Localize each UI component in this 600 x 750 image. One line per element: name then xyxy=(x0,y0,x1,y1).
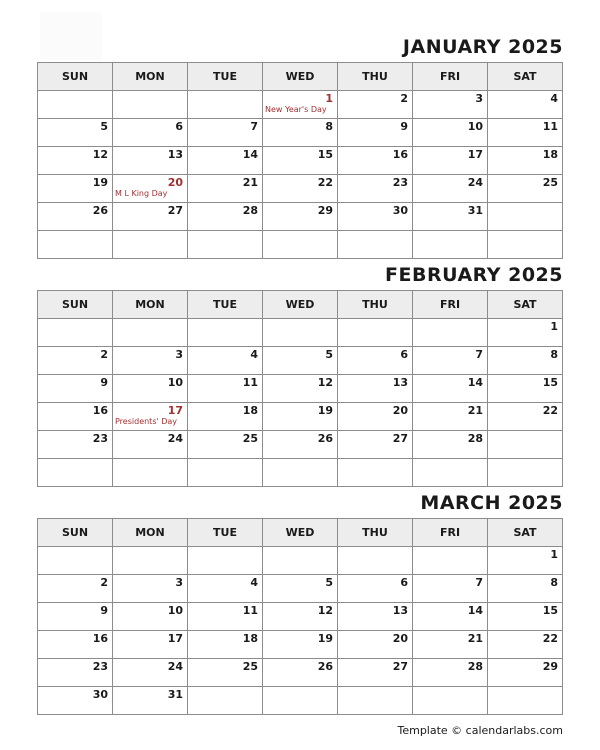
day-cell xyxy=(263,659,338,687)
calendar-table-february xyxy=(37,290,563,487)
day-number: 26 xyxy=(317,432,333,445)
empty-day-cell xyxy=(38,319,113,347)
day-cell xyxy=(263,431,338,459)
day-number: 16 xyxy=(92,632,108,645)
day-number: 23 xyxy=(392,176,408,189)
day-cell xyxy=(488,547,563,575)
day-number: 27 xyxy=(392,660,408,673)
day-cell xyxy=(338,575,413,603)
day-number: 8 xyxy=(550,348,558,361)
day-cell xyxy=(413,119,488,147)
day-number: 26 xyxy=(92,204,108,217)
day-cell xyxy=(188,603,263,631)
day-cell xyxy=(488,147,563,175)
day-number: 3 xyxy=(175,348,183,361)
day-number: 26 xyxy=(317,660,333,673)
day-cell xyxy=(413,403,488,431)
day-number: 11 xyxy=(242,376,258,389)
day-number: 12 xyxy=(317,604,333,617)
day-number: 2 xyxy=(100,348,108,361)
day-cell xyxy=(263,175,338,203)
day-cell xyxy=(488,347,563,375)
week-row xyxy=(38,575,563,603)
day-cell xyxy=(263,347,338,375)
day-cell xyxy=(488,119,563,147)
day-number: 14 xyxy=(467,604,483,617)
day-number: 25 xyxy=(242,660,258,673)
day-number: 8 xyxy=(325,120,333,133)
day-number: 7 xyxy=(475,576,483,589)
day-number: 24 xyxy=(467,176,483,189)
holiday-label: Presidents' Day xyxy=(115,417,178,426)
day-number: 2 xyxy=(400,92,408,105)
day-number: 18 xyxy=(542,148,558,161)
day-number: 28 xyxy=(467,432,483,445)
day-number: 3 xyxy=(475,92,483,105)
empty-day-cell xyxy=(188,687,263,715)
empty-day-cell xyxy=(488,203,563,231)
day-number: 21 xyxy=(467,404,483,417)
empty-day-cell xyxy=(188,91,263,119)
day-cell xyxy=(488,603,563,631)
weekday-header: THU xyxy=(338,291,413,319)
calendar-table-march xyxy=(37,518,563,715)
day-cell xyxy=(263,603,338,631)
day-cell xyxy=(488,375,563,403)
day-cell xyxy=(38,631,113,659)
empty-day-cell xyxy=(488,687,563,715)
week-row xyxy=(38,403,563,431)
empty-day-cell xyxy=(338,319,413,347)
month-title-march: MARCH 2025 xyxy=(420,492,563,514)
day-number: 4 xyxy=(250,576,258,589)
day-number: 6 xyxy=(175,120,183,133)
day-number: 27 xyxy=(167,204,183,217)
weekday-header-row xyxy=(38,291,563,319)
empty-day-cell xyxy=(338,459,413,487)
day-cell xyxy=(113,347,188,375)
empty-day-cell xyxy=(263,547,338,575)
empty-day-cell xyxy=(488,431,563,459)
day-cell xyxy=(413,91,488,119)
empty-day-cell xyxy=(338,231,413,259)
weekday-header: FRI xyxy=(413,291,488,319)
day-number: 13 xyxy=(392,376,408,389)
day-number: 9 xyxy=(400,120,408,133)
weekday-header: SUN xyxy=(38,63,113,91)
day-number: 25 xyxy=(242,432,258,445)
holiday-label: New Year's Day xyxy=(265,105,327,114)
empty-day-cell xyxy=(38,91,113,119)
day-number: 18 xyxy=(242,404,258,417)
month-title-february: FEBRUARY 2025 xyxy=(385,264,563,286)
day-number: 4 xyxy=(550,92,558,105)
weekday-header: TUE xyxy=(188,519,263,547)
day-number: 13 xyxy=(392,604,408,617)
day-number: 1 xyxy=(325,92,333,105)
empty-day-cell xyxy=(113,547,188,575)
day-cell xyxy=(113,687,188,715)
day-number: 5 xyxy=(325,348,333,361)
week-row xyxy=(38,659,563,687)
day-cell xyxy=(38,431,113,459)
empty-day-cell xyxy=(38,231,113,259)
day-cell xyxy=(338,175,413,203)
day-number: 15 xyxy=(542,376,558,389)
day-cell xyxy=(413,603,488,631)
day-number: 15 xyxy=(542,604,558,617)
day-cell xyxy=(38,175,113,203)
day-number: 4 xyxy=(250,348,258,361)
day-cell xyxy=(338,147,413,175)
day-cell xyxy=(38,687,113,715)
day-cell xyxy=(263,403,338,431)
day-number: 30 xyxy=(92,688,108,701)
day-cell xyxy=(413,203,488,231)
day-cell xyxy=(413,175,488,203)
day-number: 22 xyxy=(542,404,558,417)
weekday-header: MON xyxy=(113,519,188,547)
day-number: 22 xyxy=(317,176,333,189)
day-number: 14 xyxy=(467,376,483,389)
day-number: 16 xyxy=(92,404,108,417)
weekday-header: WED xyxy=(263,519,338,547)
empty-day-cell xyxy=(113,319,188,347)
day-cell xyxy=(113,603,188,631)
empty-day-cell xyxy=(113,231,188,259)
day-number: 27 xyxy=(392,432,408,445)
day-cell xyxy=(113,403,188,431)
day-cell xyxy=(263,575,338,603)
day-number: 18 xyxy=(242,632,258,645)
day-number: 12 xyxy=(92,148,108,161)
day-cell xyxy=(113,375,188,403)
day-number: 9 xyxy=(100,604,108,617)
day-number: 10 xyxy=(167,604,183,617)
holiday-label: M L King Day xyxy=(115,189,168,198)
day-cell xyxy=(413,431,488,459)
week-row xyxy=(38,175,563,203)
day-cell xyxy=(188,403,263,431)
weekday-header: SAT xyxy=(488,63,563,91)
empty-day-cell xyxy=(188,319,263,347)
week-row xyxy=(38,231,563,259)
day-number: 29 xyxy=(542,660,558,673)
day-cell xyxy=(38,347,113,375)
day-number: 7 xyxy=(475,348,483,361)
day-cell xyxy=(188,119,263,147)
empty-day-cell xyxy=(263,319,338,347)
day-cell xyxy=(488,403,563,431)
day-cell xyxy=(338,403,413,431)
day-cell xyxy=(413,347,488,375)
day-cell xyxy=(338,375,413,403)
day-cell xyxy=(338,203,413,231)
day-number: 20 xyxy=(392,632,408,645)
weekday-header: FRI xyxy=(413,519,488,547)
day-number: 25 xyxy=(542,176,558,189)
day-cell xyxy=(413,631,488,659)
day-cell xyxy=(113,119,188,147)
day-cell xyxy=(113,631,188,659)
day-cell xyxy=(38,203,113,231)
week-row xyxy=(38,147,563,175)
day-cell xyxy=(338,347,413,375)
day-cell xyxy=(188,147,263,175)
week-row xyxy=(38,91,563,119)
day-number: 1 xyxy=(550,548,558,561)
day-cell xyxy=(188,347,263,375)
day-number: 29 xyxy=(317,204,333,217)
weekday-header: SAT xyxy=(488,519,563,547)
empty-day-cell xyxy=(488,231,563,259)
weekday-header-row xyxy=(38,519,563,547)
weekday-header: SUN xyxy=(38,291,113,319)
weekday-header: THU xyxy=(338,63,413,91)
day-cell xyxy=(113,575,188,603)
empty-day-cell xyxy=(113,459,188,487)
day-number: 17 xyxy=(467,148,483,161)
week-row xyxy=(38,431,563,459)
day-number: 3 xyxy=(175,576,183,589)
day-cell xyxy=(263,91,338,119)
day-number: 21 xyxy=(242,176,258,189)
day-number: 20 xyxy=(167,176,183,189)
day-cell xyxy=(38,575,113,603)
day-cell xyxy=(38,403,113,431)
weekday-header: FRI xyxy=(413,63,488,91)
day-cell xyxy=(38,603,113,631)
weekday-header: THU xyxy=(338,519,413,547)
day-cell xyxy=(488,91,563,119)
day-number: 8 xyxy=(550,576,558,589)
day-number: 11 xyxy=(242,604,258,617)
day-number: 22 xyxy=(542,632,558,645)
month-section-january xyxy=(37,0,563,259)
day-number: 10 xyxy=(467,120,483,133)
month-section-february xyxy=(37,259,563,487)
day-cell xyxy=(188,631,263,659)
day-number: 11 xyxy=(542,120,558,133)
template-credit: Template © calendarlabs.com xyxy=(397,724,563,737)
day-cell xyxy=(263,203,338,231)
day-number: 10 xyxy=(167,376,183,389)
empty-day-cell xyxy=(38,547,113,575)
day-cell xyxy=(488,659,563,687)
day-number: 13 xyxy=(167,148,183,161)
empty-day-cell xyxy=(413,459,488,487)
day-number: 28 xyxy=(467,660,483,673)
day-number: 19 xyxy=(92,176,108,189)
day-number: 31 xyxy=(467,204,483,217)
day-number: 12 xyxy=(317,376,333,389)
week-row xyxy=(38,119,563,147)
day-cell xyxy=(38,119,113,147)
weekday-header: WED xyxy=(263,291,338,319)
day-cell xyxy=(263,375,338,403)
weekday-header: TUE xyxy=(188,63,263,91)
weekday-header: TUE xyxy=(188,291,263,319)
empty-day-cell xyxy=(338,687,413,715)
day-number: 14 xyxy=(242,148,258,161)
day-cell xyxy=(188,175,263,203)
day-number: 6 xyxy=(400,348,408,361)
week-row xyxy=(38,687,563,715)
week-row xyxy=(38,603,563,631)
empty-day-cell xyxy=(263,687,338,715)
weekday-header-row xyxy=(38,63,563,91)
empty-day-cell xyxy=(263,459,338,487)
day-number: 6 xyxy=(400,576,408,589)
weekday-header: WED xyxy=(263,63,338,91)
week-row xyxy=(38,547,563,575)
day-number: 5 xyxy=(325,576,333,589)
day-cell xyxy=(113,431,188,459)
empty-day-cell xyxy=(263,231,338,259)
empty-day-cell xyxy=(188,459,263,487)
day-number: 24 xyxy=(167,432,183,445)
day-cell xyxy=(113,147,188,175)
day-cell xyxy=(113,175,188,203)
day-number: 19 xyxy=(317,404,333,417)
day-number: 30 xyxy=(392,204,408,217)
day-cell xyxy=(113,659,188,687)
month-title-january: JANUARY 2025 xyxy=(402,36,563,58)
week-row xyxy=(38,375,563,403)
day-cell xyxy=(413,575,488,603)
weekday-header: SUN xyxy=(38,519,113,547)
day-number: 23 xyxy=(92,660,108,673)
week-row xyxy=(38,203,563,231)
empty-day-cell xyxy=(188,231,263,259)
day-number: 7 xyxy=(250,120,258,133)
empty-day-cell xyxy=(413,231,488,259)
day-cell xyxy=(188,375,263,403)
month-section-march xyxy=(37,487,563,715)
day-number: 1 xyxy=(550,320,558,333)
day-number: 31 xyxy=(167,688,183,701)
day-cell xyxy=(488,575,563,603)
weekday-header: MON xyxy=(113,63,188,91)
day-cell xyxy=(413,147,488,175)
week-row xyxy=(38,347,563,375)
day-cell xyxy=(188,659,263,687)
day-cell xyxy=(488,319,563,347)
day-cell xyxy=(488,631,563,659)
day-number: 5 xyxy=(100,120,108,133)
empty-day-cell xyxy=(113,91,188,119)
day-cell xyxy=(38,659,113,687)
day-number: 17 xyxy=(167,632,183,645)
day-number: 24 xyxy=(167,660,183,673)
day-cell xyxy=(188,575,263,603)
day-cell xyxy=(263,631,338,659)
day-number: 20 xyxy=(392,404,408,417)
day-number: 23 xyxy=(92,432,108,445)
day-cell xyxy=(338,659,413,687)
day-number: 2 xyxy=(100,576,108,589)
empty-day-cell xyxy=(38,459,113,487)
empty-day-cell xyxy=(488,459,563,487)
day-cell xyxy=(263,147,338,175)
day-cell xyxy=(338,91,413,119)
day-cell xyxy=(263,119,338,147)
empty-day-cell xyxy=(188,547,263,575)
day-cell xyxy=(188,431,263,459)
day-number: 17 xyxy=(167,404,183,417)
empty-day-cell xyxy=(413,319,488,347)
calendar-page xyxy=(37,0,563,737)
empty-day-cell xyxy=(413,547,488,575)
day-cell xyxy=(113,203,188,231)
week-row xyxy=(38,631,563,659)
day-cell xyxy=(38,147,113,175)
day-cell xyxy=(338,431,413,459)
day-cell xyxy=(188,203,263,231)
week-row xyxy=(38,459,563,487)
empty-day-cell xyxy=(338,547,413,575)
day-cell xyxy=(338,603,413,631)
weekday-header: SAT xyxy=(488,291,563,319)
weekday-header: MON xyxy=(113,291,188,319)
day-cell xyxy=(413,659,488,687)
day-cell xyxy=(338,631,413,659)
day-cell xyxy=(488,175,563,203)
empty-day-cell xyxy=(413,687,488,715)
day-number: 9 xyxy=(100,376,108,389)
day-cell xyxy=(38,375,113,403)
day-cell xyxy=(413,375,488,403)
day-number: 19 xyxy=(317,632,333,645)
week-row xyxy=(38,319,563,347)
day-number: 15 xyxy=(317,148,333,161)
calendar-table-january xyxy=(37,62,563,259)
day-number: 16 xyxy=(392,148,408,161)
day-number: 28 xyxy=(242,204,258,217)
day-cell xyxy=(338,119,413,147)
day-number: 21 xyxy=(467,632,483,645)
